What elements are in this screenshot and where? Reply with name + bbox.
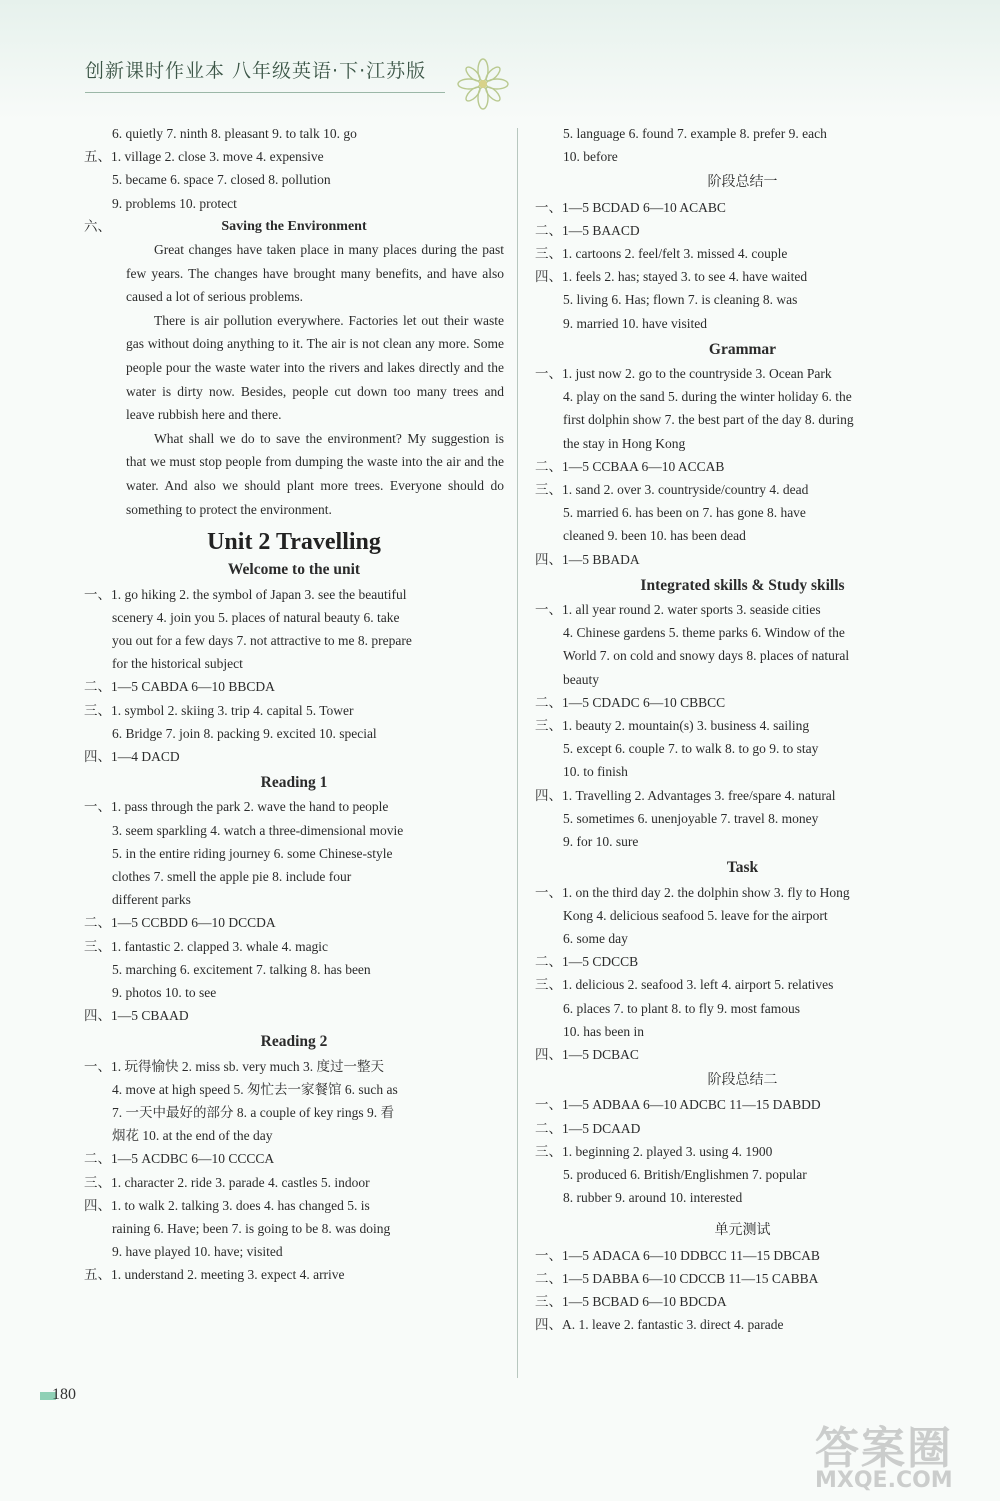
answer-line: 4. play on the sand 5. during the winter holiday 6. the	[563, 389, 852, 405]
answer-line: 三、1. fantastic 2. clapped 3. whale 4. magic	[84, 938, 329, 954]
answer-line: 四、1—5 DCBAC	[535, 1046, 639, 1062]
answer-line: 5. became 6. space 7. closed 8. pollution	[112, 172, 331, 188]
answer-line: World 7. on cold and snowy days 8. places of natural	[563, 648, 850, 664]
answer-line: 三、1. cartoons 2. feel/felt 3. missed 4. couple	[535, 246, 788, 262]
watermark-url: MXQE.COM	[815, 1468, 953, 1493]
answer-line: 9. have played 10. have; visited	[112, 1244, 283, 1260]
answer-line: 三、1—5 BCBAD 6—10 BDCDA	[535, 1293, 727, 1309]
answer-line: 9. photos 10. to see	[112, 985, 217, 1000]
section-title-stage1: 阶段总结一	[707, 174, 778, 191]
answer-line: cleaned 9. been 10. has been dead	[563, 528, 746, 544]
answer-line: 四、1—5 BBADA	[535, 551, 640, 567]
essay-paragraph: Great changes have taken place in many places during the past few years. The changes have brought many benefits, and have also caused a lot of serious problems.	[126, 242, 504, 305]
answer-line: 四、A. 1. leave 2. fantastic 3. direct 4. parade	[535, 1317, 784, 1333]
answer-line: 5. marching 6. excitement 7. talking 8. has been	[112, 961, 371, 977]
answer-line: 三、1. character 2. ride 3. parade 4. castles 5. indoor	[84, 1174, 370, 1190]
section-title-reading1: Reading 1	[260, 774, 328, 792]
answer-line: 9. for 10. sure	[563, 834, 639, 850]
answer-line: 一、1. pass through the park 2. wave the hand to people	[84, 799, 389, 815]
answer-line: 三、1. sand 2. over 3. countryside/country 4. dead	[535, 482, 809, 498]
essay-title: Saving the Environment	[221, 218, 367, 234]
essay-label: 六、	[84, 218, 111, 234]
answer-line: 一、1—5 ADACA 6—10 DDBCC 11—15 DBCAB	[535, 1247, 820, 1263]
essay-section	[84, 215, 504, 521]
answer-line: 一、1—5 ADBAA 6—10 ADCBC 11—15 DABDD	[535, 1097, 821, 1113]
answer-line: 6. some day	[563, 930, 628, 946]
answer-line: 5. living 6. Has; flown 7. is cleaning 8. was	[563, 292, 798, 308]
section-title-welcome: Welcome to the unit	[227, 561, 361, 579]
answer-line: 8. rubber 9. around 10. interested	[563, 1190, 743, 1206]
answer-line: 9. married 10. have visited	[563, 315, 707, 331]
answer-line: 三、1. symbol 2. skiing 3. trip 4. capital 5. Tower	[84, 702, 354, 718]
answer-line: 一、1. all year round 2. water sports 3. seaside cities	[535, 602, 821, 618]
answer-line: 烟花 10. at the end of the day	[112, 1128, 273, 1144]
answer-line: for the historical subject	[112, 656, 243, 672]
answer-line: 四、1. feels 2. has; stayed 3. to see 4. have waited	[535, 269, 808, 285]
answer-line: 三、1. beauty 2. mountain(s) 3. business 4. sailing	[535, 718, 810, 734]
answer-line: 5. language 6. found 7. example 8. prefer 9. each	[563, 126, 827, 141]
left-column	[84, 122, 504, 1287]
answer-line: 7. 一天中最好的部分 8. a couple of key rings 9. 看	[112, 1105, 394, 1121]
answer-line: 二、1—5 DCAAD	[535, 1120, 641, 1136]
answer-line: 二、1—5 BAACD	[535, 222, 640, 238]
answer-line: 五、1. understand 2. meeting 3. expect 4. arrive	[84, 1267, 345, 1283]
answer-line: 二、1—5 CCBAA 6—10 ACCAB	[535, 458, 725, 474]
answer-line: raining 6. Have; been 7. is going to be 8. was doing	[112, 1221, 391, 1237]
watermark-logo	[815, 1412, 975, 1492]
answer-line: 二、1—5 CDCCB	[535, 954, 639, 970]
section-title-grammar: Grammar	[708, 340, 777, 358]
answer-line: 10. has been in	[563, 1023, 644, 1039]
answer-line: 10. before	[563, 149, 618, 165]
section-title-stage2: 阶段总结二	[707, 1072, 778, 1089]
answer-line: 一、1. on the third day 2. the dolphin show 3. fly to Hong	[535, 884, 850, 900]
column-divider	[517, 128, 518, 1378]
answer-line: you out for a few days 7. not attractive to me 8. prepare	[112, 632, 412, 648]
answer-line: 5. produced 6. British/Englishmen 7. popular	[563, 1166, 807, 1182]
answer-line: 二、1—5 CCBDD 6—10 DCCDA	[84, 915, 276, 931]
answer-line: 四、1—4 DACD	[84, 748, 180, 764]
answer-line: 二、1—5 ACDBC 6—10 CCCCA	[84, 1151, 275, 1167]
answer-line: 二、1—5 CABDA 6—10 BBCDA	[84, 679, 275, 695]
answer-line: 五、1. village 2. close 3. move 4. expensive	[84, 149, 324, 165]
answer-line: 3. seem sparkling 4. watch a three-dimensional movie	[112, 822, 404, 838]
answer-line: 三、1. delicious 2. seafood 3. left 4. airport 5. relatives	[535, 977, 834, 993]
page-number: 180	[52, 1386, 76, 1403]
answer-line: 一、1. go hiking 2. the symbol of Japan 3. see the beautiful	[84, 586, 407, 602]
essay-paragraph: What shall we do to save the environment? My suggestion is that we must stop people from dumping the waste into the air and the water. And also we should plant more trees. Everyone should do something to protect the environment.	[126, 430, 504, 517]
answer-line: 5. married 6. has been on 7. has gone 8. have	[563, 505, 806, 521]
section-title-reading2: Reading 2	[260, 1033, 328, 1051]
answer-line: 4. Chinese gardens 5. theme parks 6. Window of the	[563, 625, 845, 641]
answer-line: first dolphin show 7. the best part of the day 8. during	[563, 412, 854, 428]
header-rule	[85, 92, 445, 93]
watermark-text: 答案圈	[815, 1423, 953, 1474]
answer-line: different parks	[112, 892, 191, 908]
answer-line: 6. places 7. to plant 8. to fly 9. most famous	[563, 1000, 800, 1016]
section-title-unit-test: 单元测试	[714, 1222, 771, 1239]
answer-line: 6. Bridge 7. join 8. packing 9. excited 10. special	[112, 725, 377, 741]
answer-line: 四、1—5 CBAAD	[84, 1008, 189, 1024]
section-title-task: Task	[726, 859, 759, 877]
answer-line: 5. in the entire riding journey 6. some Chinese-style	[112, 845, 393, 861]
answer-line: 一、1. just now 2. go to the countryside 3. Ocean Park	[535, 366, 832, 382]
essay-paragraph: There is air pollution everywhere. Factories let out their waste gas without doing anything to it. The air is not clean any more. Some people pour the waste water into the rivers and lakes directly and the water is dirty now. Besides, people cut down too many trees and leave rubbish here and there.	[126, 312, 504, 423]
answer-line: beauty	[563, 671, 599, 687]
answer-line: 6. quietly 7. ninth 8. pleasant 9. to talk 10. go	[112, 126, 357, 141]
right-column	[535, 122, 950, 1336]
section-title-integrated: Integrated skills & Study skills	[640, 576, 845, 594]
answer-line: Kong 4. delicious seafood 5. leave for the airport	[563, 907, 828, 923]
answer-line: 一、1—5 BCDAD 6—10 ACABC	[535, 199, 726, 215]
answer-line: 二、1—5 CDADC 6—10 CBBCC	[535, 694, 726, 710]
answer-line: clothes 7. smell the apple pie 8. include four	[112, 868, 352, 884]
answer-line: 4. move at high speed 5. 匆忙去一家餐馆 6. such as	[112, 1081, 398, 1097]
answer-line: 四、1. Travelling 2. Advantages 3. free/spare 4. natural	[535, 787, 836, 803]
flower-ornament-icon	[455, 56, 511, 112]
running-header: 创新课时作业本 八年级英语·下·江苏版	[85, 60, 427, 82]
answer-line: 9. problems 10. protect	[112, 195, 237, 211]
answer-line: 5. sometimes 6. unenjoyable 7. travel 8. money	[563, 810, 819, 826]
answer-line: 10. to finish	[563, 764, 628, 780]
answer-line: 5. except 6. couple 7. to walk 8. to go 9. to stay	[563, 741, 819, 757]
answer-line: the stay in Hong Kong	[563, 435, 686, 451]
unit-title: Unit 2 Travelling	[207, 529, 381, 556]
answer-line: scenery 4. join you 5. places of natural beauty 6. take	[112, 609, 400, 625]
answer-line: 二、1—5 DABBA 6—10 CDCCB 11—15 CABBA	[535, 1270, 819, 1286]
answer-line: 一、1. 玩得愉快 2. miss sb. very much 3. 度过一整天	[84, 1058, 384, 1074]
answer-line: 四、1. to walk 2. talking 3. does 4. has changed 5. is	[84, 1197, 370, 1213]
answer-line: 三、1. beginning 2. played 3. using 4. 1900	[535, 1143, 773, 1159]
